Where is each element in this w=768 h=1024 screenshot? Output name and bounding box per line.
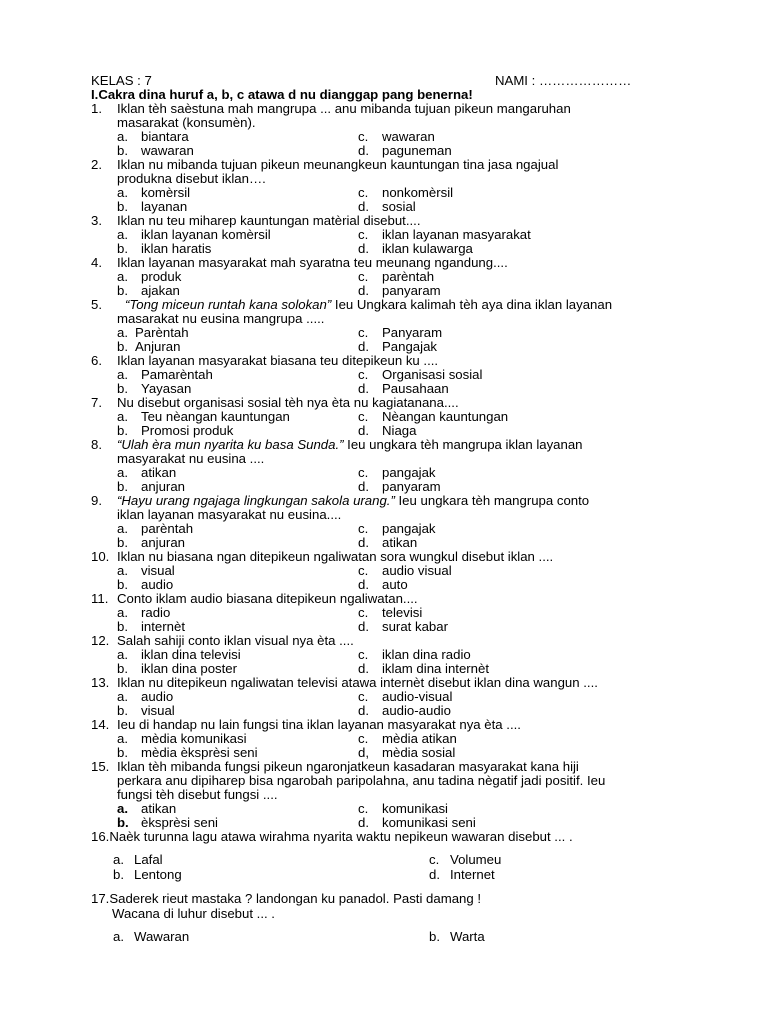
option-b: b. Anjuran [117, 339, 181, 354]
option-d: d. sosial [358, 199, 416, 214]
option-b: b. iklan haratis [117, 241, 212, 256]
question-text-cont: masyarakat nu eusina .... [117, 451, 265, 466]
option-a: a. produk [117, 269, 182, 284]
question-4: 4. Iklan layanan masyarakat mah syaratna teu meunang ngandung.... [91, 255, 508, 270]
question-16: 16.Naèk turunna lagu atawa wirahma nyarita waktu nepikeun wawaran disebut ... . [91, 829, 573, 844]
option-a: a. Teu nèangan kauntungan [117, 409, 290, 424]
option-a: a. atikan [117, 801, 177, 816]
option-b: b. layanan [117, 199, 188, 214]
option-b: b. internèt [117, 619, 185, 634]
option-d: d. iklan kulawarga [358, 241, 473, 256]
option-a: a. Wawaran [113, 929, 190, 944]
option-a: a. Pamarèntah [117, 367, 213, 382]
question-text-cont: fungsi tèh disebut fungsi .... [117, 787, 278, 802]
question-6: 6. Iklan layanan masyarakat biasana teu ditepikeun ku .... [91, 353, 439, 368]
option-b: b. ajakan [117, 283, 180, 298]
option-c: c. audio-visual [358, 689, 453, 704]
option-c: c. pangajak [358, 465, 436, 480]
option-d: d. Pangajak [358, 339, 437, 354]
option-c: c. Volumeu [429, 852, 502, 867]
option-c: c. mèdia atikan [358, 731, 457, 746]
option-c: c. komunikasi [358, 801, 448, 816]
option-a: a. mèdia komunikasi [117, 731, 247, 746]
option-d: d. surat kabar [358, 619, 448, 634]
question-text-cont: iklan layanan masyarakat nu eusina.... [117, 507, 342, 522]
option-c: c. wawaran [358, 129, 435, 144]
option-a: a. atikan [117, 465, 177, 480]
option-a: a. iklan dina televisi [117, 647, 241, 662]
option-b: b. Promosi produk [117, 423, 234, 438]
quoted-slogan: “Ulah èra mun nyarita ku basa Sunda.” [117, 437, 344, 452]
option-a: a. Parèntah [117, 325, 189, 340]
option-c: c. nonkomèrsil [358, 185, 454, 200]
option-b: b. Warta [429, 929, 485, 944]
question-13: 13. Iklan nu ditepikeun ngaliwatan televisi atawa internèt disebut iklan dina wangun .... [91, 675, 598, 690]
question-text-cont: Wacana di luhur disebut ... . [112, 906, 275, 921]
option-d: d. panyaram [358, 479, 441, 494]
option-b: b. wawaran [117, 143, 194, 158]
option-b: b. anjuran [117, 479, 185, 494]
option-b: b. anjuran [117, 535, 185, 550]
option-d: d. iklam dina internèt [358, 661, 490, 676]
option-d: d. atikan [358, 535, 418, 550]
question-2: 2. Iklan nu mibanda tujuan pikeun meunangkeun kauntungan tina jasa ngajual [91, 157, 559, 172]
option-a: a. Lafal [113, 852, 163, 867]
option-c: c. iklan dina radio [358, 647, 471, 662]
option-b: b. iklan dina poster [117, 661, 238, 676]
option-d: d. Niaga [358, 423, 417, 438]
question-text-cont: produkna disebut iklan…. [117, 171, 266, 186]
quoted-slogan: “Hayu urang ngajaga lingkungan sakola urang.” [117, 493, 395, 508]
question-8: 8. “Ulah èra mun nyarita ku basa Sunda.” Ieu ungkara tèh mangrupa iklan layanan [91, 437, 583, 452]
option-b: b. visual [117, 703, 175, 718]
question-5: 5. “Tong miceun runtah kana solokan” Ieu Ungkara kalimah tèh aya dina iklan layanan [91, 297, 613, 312]
option-c: c. televisi [358, 605, 423, 620]
option-d: d. Pausahaan [358, 381, 449, 396]
option-d: d, mèdia sosial [358, 745, 456, 760]
option-d: d. Internet [429, 867, 495, 882]
option-a: a. parèntah [117, 521, 194, 536]
option-a: a. komèrsil [117, 185, 191, 200]
option-d: d. komunikasi seni [358, 815, 476, 830]
option-a: a. radio [117, 605, 171, 620]
option-d: d. audio-audio [358, 703, 451, 718]
name-field: NAMI : ………………… [495, 73, 632, 88]
instruction-text: I.Cakra dina huruf a, b, c atawa d nu dianggap pang benerna! [91, 87, 473, 102]
question-1 [91, 102, 711, 116]
option-b: b. Yayasan [117, 381, 192, 396]
question-17: 17.Saderek rieut mastaka ? landongan ku panadol. Pasti damang ! [91, 891, 482, 906]
option-d: d. paguneman [358, 143, 452, 158]
option-c: c. audio visual [358, 563, 452, 578]
question-15: 15. Iklan tèh mibanda fungsi pikeun ngaronjatkeun kasadaran masyarakat kana hiji [91, 759, 579, 774]
option-a: a. audio [117, 689, 174, 704]
option-c: c. pangajak [358, 521, 436, 536]
class-label: KELAS : 7 [91, 73, 152, 88]
question-text: Iklan tèh saèstuna mah mangrupa ... anu mibanda tujuan pikeun mangaruhan [117, 101, 571, 116]
question-9: 9. “Hayu urang ngajaga lingkungan sakola urang.” Ieu ungkara tèh mangrupa conto [91, 493, 590, 508]
option-a: a. iklan layanan komèrsil [117, 227, 271, 242]
option-c: c. parèntah [358, 269, 435, 284]
question-text-cont: masarakat (konsumèn). [117, 115, 256, 130]
option-b: b. èksprèsi seni [117, 815, 218, 830]
option-b: b. Lentong [113, 867, 182, 882]
question-10: 10. Iklan nu biasana ngan ditepikeun ngaliwatan sora wungkul disebut iklan .... [91, 549, 554, 564]
question-text-cont: perkara anu dipiharep bisa ngarobah paripolahna, anu tadina nègatif jadi positif. Ieu [117, 773, 606, 788]
question-number: 1. [91, 101, 102, 116]
option-d: d. panyaram [358, 283, 441, 298]
quoted-slogan: “Tong miceun runtah kana solokan” [125, 297, 332, 312]
question-text-cont: masarakat nu eusina mangrupa ..... [117, 311, 325, 326]
question-11: 11. Conto iklam audio biasana ditepikeun ngaliwatan.... [91, 591, 418, 606]
option-b: b. audio [117, 577, 174, 592]
question-3: 3. Iklan nu teu miharep kauntungan matèrial disebut.... [91, 213, 421, 228]
question-7: 7. Nu disebut organisasi sosial tèh nya èta nu kagiatanana.... [91, 395, 459, 410]
question-14: 14. Ieu di handap nu lain fungsi tina iklan layanan masyarakat nya èta .... [91, 717, 521, 732]
question-12: 12. Salah sahiji conto iklan visual nya èta .... [91, 633, 354, 648]
option-d: d. auto [358, 577, 408, 592]
option-c: c. Organisasi sosial [358, 367, 483, 382]
option-a: a. visual [117, 563, 175, 578]
option-b: b. mèdia èksprèsi seni [117, 745, 258, 760]
option-c: c. Panyaram [358, 325, 443, 340]
option-c: c. iklan layanan masyarakat [358, 227, 531, 242]
option-a: a. biantara [117, 129, 189, 144]
option-c: c. Nèangan kauntungan [358, 409, 509, 424]
